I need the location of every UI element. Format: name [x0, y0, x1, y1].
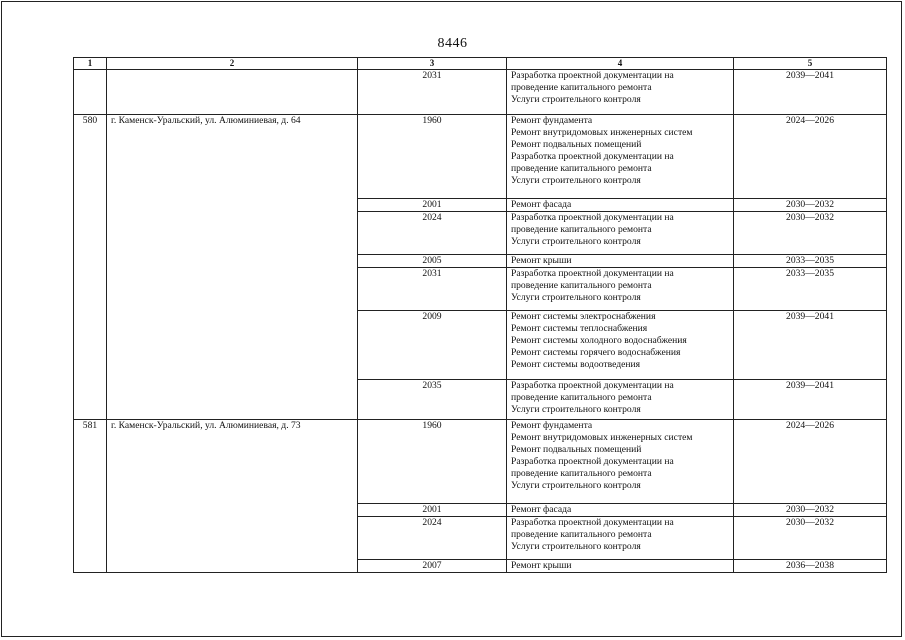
work-item: Ремонт системы горячего водоснабжения [511, 347, 681, 358]
work-item: Разработка проектной документации на [511, 380, 674, 391]
work-item: Разработка проектной документации на [511, 151, 674, 162]
work-item: проведение капитального ремонта [511, 468, 652, 479]
building-number: 581 [74, 420, 107, 573]
column-header: 5 [734, 58, 887, 70]
works-cell [507, 560, 734, 573]
period-cell: 2030—2032 [734, 517, 887, 560]
work-item: Услуги строительного контроля [511, 480, 641, 491]
work-item: Ремонт системы водоотведения [511, 359, 641, 370]
works-cell [507, 199, 734, 212]
column-header: 1 [74, 58, 107, 70]
repair-schedule-table [73, 57, 887, 573]
year-cell: 1960 [358, 420, 507, 504]
period-cell: 2033—2035 [734, 268, 887, 311]
year-cell: 2001 [358, 504, 507, 517]
work-item: Разработка проектной документации на [511, 212, 674, 223]
work-item: проведение капитального ремонта [511, 224, 652, 235]
works-cell [507, 255, 734, 268]
number-cell [74, 70, 107, 115]
period-cell: 2039—2041 [734, 70, 887, 115]
period-cell: 2030—2032 [734, 504, 887, 517]
period-cell: 2039—2041 [734, 311, 887, 380]
work-item: проведение капитального ремонта [511, 280, 652, 291]
year-cell: 1960 [358, 115, 507, 199]
year-cell: 2024 [358, 212, 507, 255]
works-cell [507, 268, 734, 311]
table-row [74, 420, 887, 504]
column-header: 3 [358, 58, 507, 70]
period-cell: 2024—2026 [734, 420, 887, 504]
works-cell [507, 311, 734, 380]
work-item: Разработка проектной документации на [511, 70, 674, 81]
work-item: Ремонт внутридомовых инженерных систем [511, 432, 693, 443]
work-item: Ремонт системы холодного водоснабжения [511, 335, 687, 346]
period-cell: 2024—2026 [734, 115, 887, 199]
work-item: Услуги строительного контроля [511, 94, 641, 105]
work-item: Ремонт системы теплоснабжения [511, 323, 648, 334]
year-cell: 2024 [358, 517, 507, 560]
year-cell: 2031 [358, 268, 507, 311]
year-cell: 2035 [358, 380, 507, 420]
work-item: Услуги строительного контроля [511, 541, 641, 552]
works-cell [507, 420, 734, 504]
work-item: Ремонт внутридомовых инженерных систем [511, 127, 693, 138]
work-item: Услуги строительного контроля [511, 175, 641, 186]
works-cell [507, 504, 734, 517]
works-cell [507, 115, 734, 199]
building-address: г. Каменск-Уральский, ул. Алюминиевая, д. 73 [107, 420, 358, 573]
work-item: проведение капитального ремонта [511, 163, 652, 174]
period-cell: 2030—2032 [734, 199, 887, 212]
year-cell: 2007 [358, 560, 507, 573]
work-item: Разработка проектной документации на [511, 456, 674, 467]
work-item: Ремонт системы электроснабжения [511, 311, 656, 322]
work-item: проведение капитального ремонта [511, 392, 652, 403]
work-item: Услуги строительного контроля [511, 236, 641, 247]
work-item: Услуги строительного контроля [511, 404, 641, 415]
work-item: Ремонт крыши [511, 255, 572, 266]
work-item: Услуги строительного контроля [511, 292, 641, 303]
column-header: 2 [107, 58, 358, 70]
period-cell: 2030—2032 [734, 212, 887, 255]
work-item: Разработка проектной документации на [511, 268, 674, 279]
work-item: Ремонт фундамента [511, 420, 593, 431]
work-item: Ремонт подвальных помещений [511, 139, 642, 150]
work-item: Ремонт крыши [511, 560, 572, 571]
building-number: 580 [74, 115, 107, 420]
address-cell [107, 70, 358, 115]
table-row [74, 70, 887, 115]
works-cell [507, 70, 734, 115]
work-item: проведение капитального ремонта [511, 529, 652, 540]
year-cell: 2005 [358, 255, 507, 268]
work-item: Ремонт фасада [511, 504, 572, 515]
work-item: Ремонт подвальных помещений [511, 444, 642, 455]
work-item: Разработка проектной документации на [511, 517, 674, 528]
table-body [74, 70, 887, 573]
work-item: проведение капитального ремонта [511, 82, 652, 93]
work-item: Ремонт фундамента [511, 115, 593, 126]
page-number: 8446 [437, 36, 468, 51]
column-header: 4 [507, 58, 734, 70]
building-address: г. Каменск-Уральский, ул. Алюминиевая, д. 64 [107, 115, 358, 420]
works-cell [507, 380, 734, 420]
works-cell [507, 212, 734, 255]
table-row [74, 115, 887, 199]
works-cell [507, 517, 734, 560]
period-cell: 2039—2041 [734, 380, 887, 420]
year-cell: 2001 [358, 199, 507, 212]
period-cell: 2036—2038 [734, 560, 887, 573]
work-item: Ремонт фасада [511, 199, 572, 210]
column-number-row [74, 58, 887, 70]
year-cell: 2031 [358, 70, 507, 115]
period-cell: 2033—2035 [734, 255, 887, 268]
year-cell: 2009 [358, 311, 507, 380]
